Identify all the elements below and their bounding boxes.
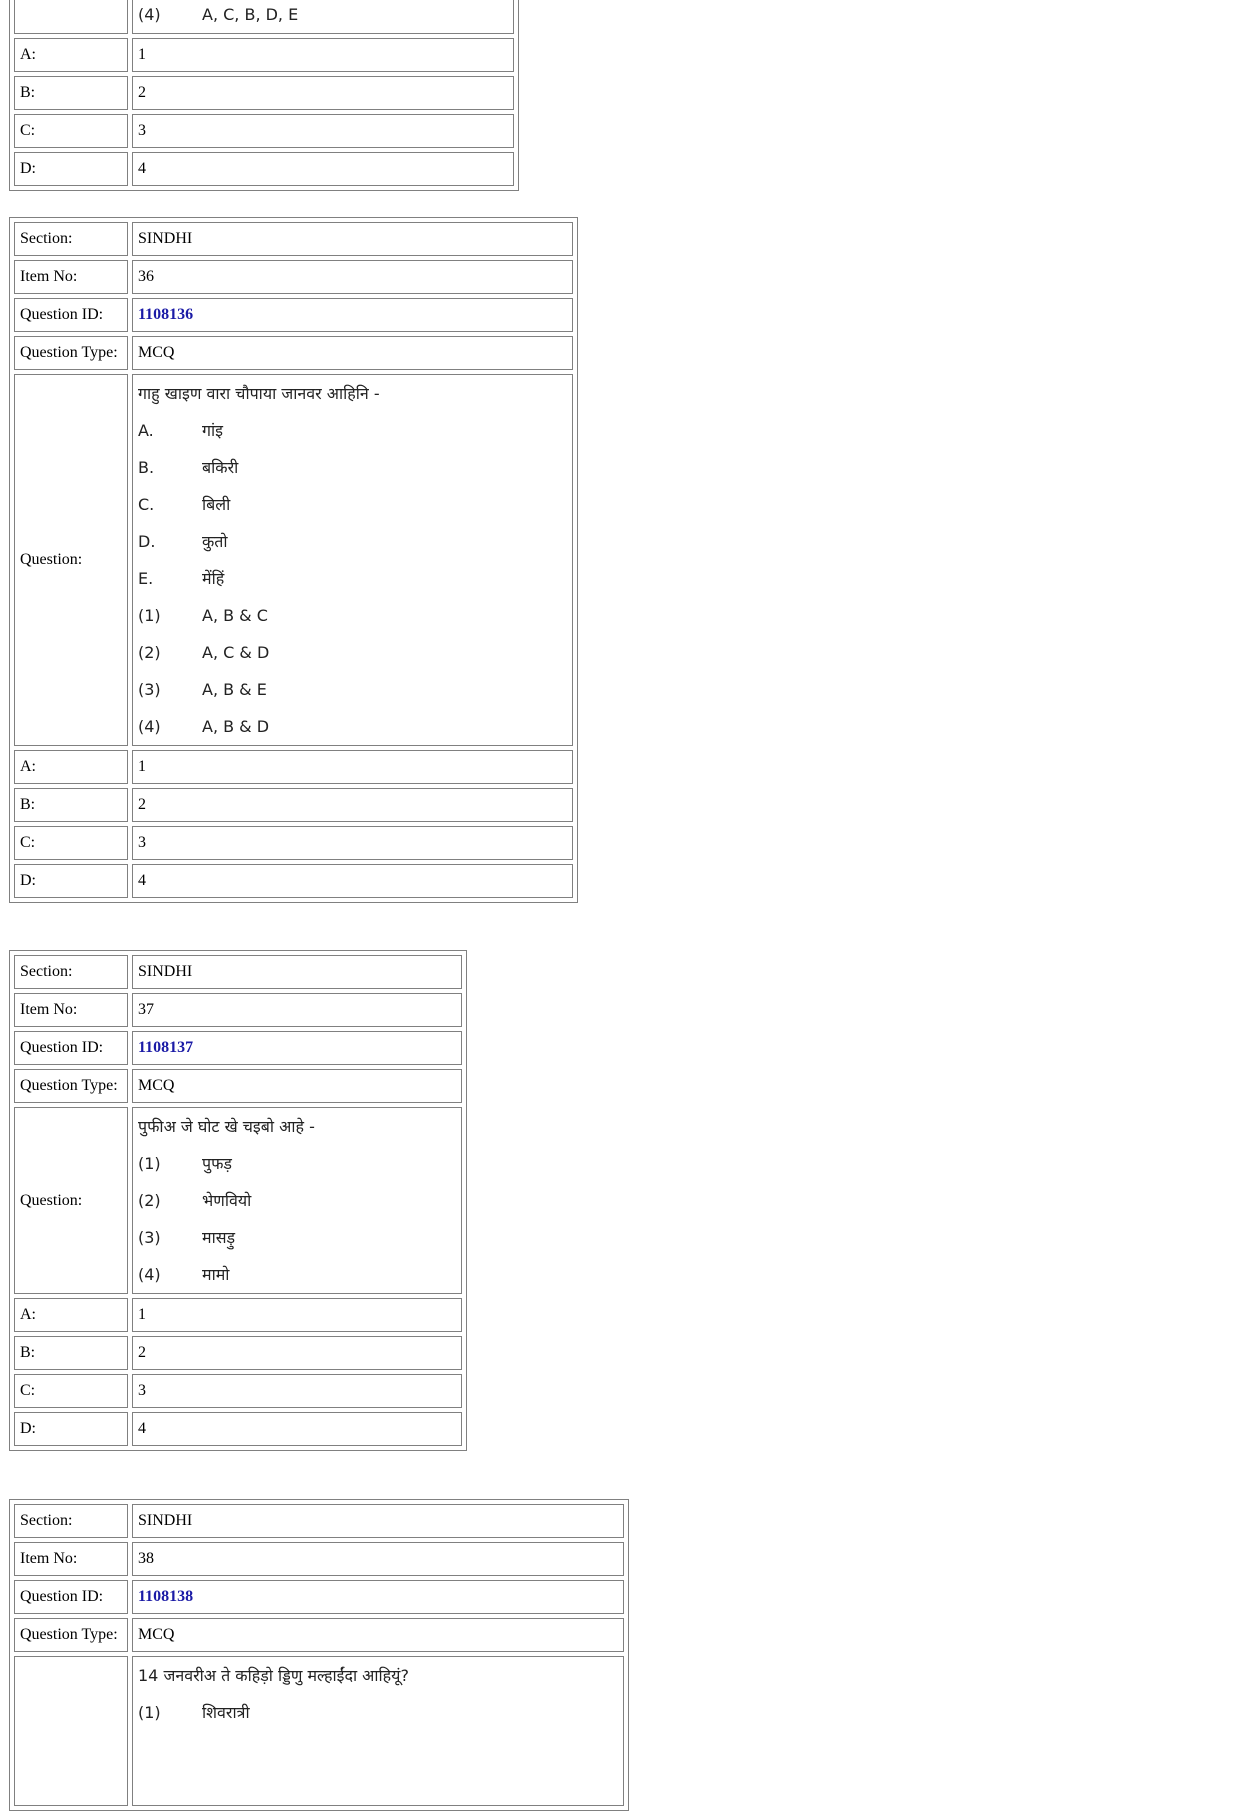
question-line xyxy=(138,412,567,449)
option-d-label: D: xyxy=(14,864,128,898)
option-b-label: B: xyxy=(14,76,128,110)
question-table xyxy=(9,1499,629,1811)
question-line xyxy=(138,708,567,745)
question-line xyxy=(138,486,567,523)
question-line-text: मामो xyxy=(202,1265,230,1284)
question-label-cell xyxy=(14,1656,128,1806)
question-line-text: A, C, B, D, E xyxy=(202,5,299,24)
question-line-key: (4) xyxy=(138,717,161,736)
item-no-label: Item No: xyxy=(14,993,128,1027)
question-line-text: भेणवियो xyxy=(202,1191,252,1210)
option-a-value: 1 xyxy=(132,38,514,72)
option-d-value: 4 xyxy=(132,1412,462,1446)
section-label: Section: xyxy=(14,955,128,989)
question-line-key: A. xyxy=(138,421,154,440)
question-line-key: B. xyxy=(138,458,155,477)
option-c-label: C: xyxy=(14,1374,128,1408)
question-line-key: (4) xyxy=(138,5,161,24)
item-no-label: Item No: xyxy=(14,260,128,294)
question-line-text: बिली xyxy=(202,495,231,514)
question-line xyxy=(138,560,567,597)
question-line xyxy=(138,1694,618,1731)
question-line xyxy=(138,1768,618,1805)
question-line xyxy=(138,597,567,634)
option-d-label: D: xyxy=(14,152,128,186)
question-line xyxy=(138,449,567,486)
question-text-cell xyxy=(132,374,573,746)
option-c-value: 3 xyxy=(132,114,514,148)
question-line-text: A, B & C xyxy=(202,606,268,625)
question-id-value: 1108138 xyxy=(132,1580,624,1614)
option-d-value: 4 xyxy=(132,864,573,898)
question-line-key: E. xyxy=(138,569,154,588)
question-line xyxy=(138,671,567,708)
question-line-key: (2) xyxy=(138,1191,161,1210)
question-type-label: Question Type: xyxy=(14,1618,128,1652)
question-id-value: 1108136 xyxy=(132,298,573,332)
question-line-key: (1) xyxy=(138,1154,161,1173)
question-type-label: Question Type: xyxy=(14,336,128,370)
question-id-label: Question ID: xyxy=(14,1031,128,1065)
section-value: SINDHI xyxy=(132,222,573,256)
option-a-value: 1 xyxy=(132,1298,462,1332)
item-no-value: 36 xyxy=(132,260,573,294)
section-label: Section: xyxy=(14,222,128,256)
question-table xyxy=(9,217,578,903)
question-table-partial xyxy=(9,0,519,191)
question-id-value: 1108137 xyxy=(132,1031,462,1065)
option-c-label: C: xyxy=(14,826,128,860)
question-line xyxy=(138,634,567,671)
question-line-key: (3) xyxy=(138,680,161,699)
option-b-value: 2 xyxy=(132,1336,462,1370)
question-line-text: शिवरात्री xyxy=(202,1703,250,1722)
question-line-text: A, B & E xyxy=(202,680,267,699)
item-no-label: Item No: xyxy=(14,1542,128,1576)
option-c-value: 3 xyxy=(132,826,573,860)
question-line-text: पुफड़ xyxy=(202,1154,232,1173)
option-b-value: 2 xyxy=(132,76,514,110)
question-label: Question: xyxy=(14,1107,128,1294)
question-line xyxy=(138,0,508,33)
question-line xyxy=(138,1145,456,1182)
question-type-value: MCQ xyxy=(132,336,573,370)
question-line-text: A, B & D xyxy=(202,717,270,736)
question-line-text: A, C & D xyxy=(202,643,270,662)
question-line xyxy=(138,1256,456,1293)
question-line-key: (1) xyxy=(138,1703,161,1722)
item-no-value: 38 xyxy=(132,1542,624,1576)
question-line-text: बकिरी xyxy=(202,458,239,477)
question-line xyxy=(138,1182,456,1219)
question-id-label: Question ID: xyxy=(14,1580,128,1614)
question-line-text: मेंहिं xyxy=(202,569,225,588)
question-text-cell xyxy=(132,0,514,34)
question-line-text: मासड़ु xyxy=(202,1228,236,1247)
question-id-label: Question ID: xyxy=(14,298,128,332)
question-stem: पुफीअ जे घोट खे चइबो आहे - xyxy=(138,1117,315,1136)
question-line-key: (4) xyxy=(138,1265,161,1284)
question-label-cell xyxy=(14,0,128,34)
option-a-label: A: xyxy=(14,38,128,72)
question-table xyxy=(9,950,467,1451)
question-line-key: D. xyxy=(138,532,156,551)
question-type-value: MCQ xyxy=(132,1069,462,1103)
question-stem: गाहु खाइण वारा चौपाया जानवर आहिनि - xyxy=(138,384,380,403)
question-line-key: (3) xyxy=(138,1228,161,1247)
option-d-value: 4 xyxy=(132,152,514,186)
question-type-label: Question Type: xyxy=(14,1069,128,1103)
question-line-key: (2) xyxy=(138,643,161,662)
option-d-label: D: xyxy=(14,1412,128,1446)
question-stem: 14 जनवरीअ ते कहिड़ो ड्डिणु मल्हाईंदा आहियूं? xyxy=(138,1666,409,1685)
option-c-label: C: xyxy=(14,114,128,148)
question-line xyxy=(138,1731,618,1768)
question-text-cell xyxy=(132,1107,462,1294)
section-value: SINDHI xyxy=(132,955,462,989)
section-label: Section: xyxy=(14,1504,128,1538)
question-line-text: गांइ xyxy=(202,421,224,440)
question-line xyxy=(138,1219,456,1256)
option-a-value: 1 xyxy=(132,750,573,784)
option-a-label: A: xyxy=(14,1298,128,1332)
question-line xyxy=(138,523,567,560)
question-line-key: C. xyxy=(138,495,155,514)
option-b-label: B: xyxy=(14,788,128,822)
option-a-label: A: xyxy=(14,750,128,784)
question-type-value: MCQ xyxy=(132,1618,624,1652)
item-no-value: 37 xyxy=(132,993,462,1027)
question-line-text: कुतो xyxy=(202,532,228,551)
question-text-cell xyxy=(132,1656,624,1806)
option-b-label: B: xyxy=(14,1336,128,1370)
question-line-key: (1) xyxy=(138,606,161,625)
option-b-value: 2 xyxy=(132,788,573,822)
option-c-value: 3 xyxy=(132,1374,462,1408)
question-label: Question: xyxy=(14,374,128,746)
section-value: SINDHI xyxy=(132,1504,624,1538)
